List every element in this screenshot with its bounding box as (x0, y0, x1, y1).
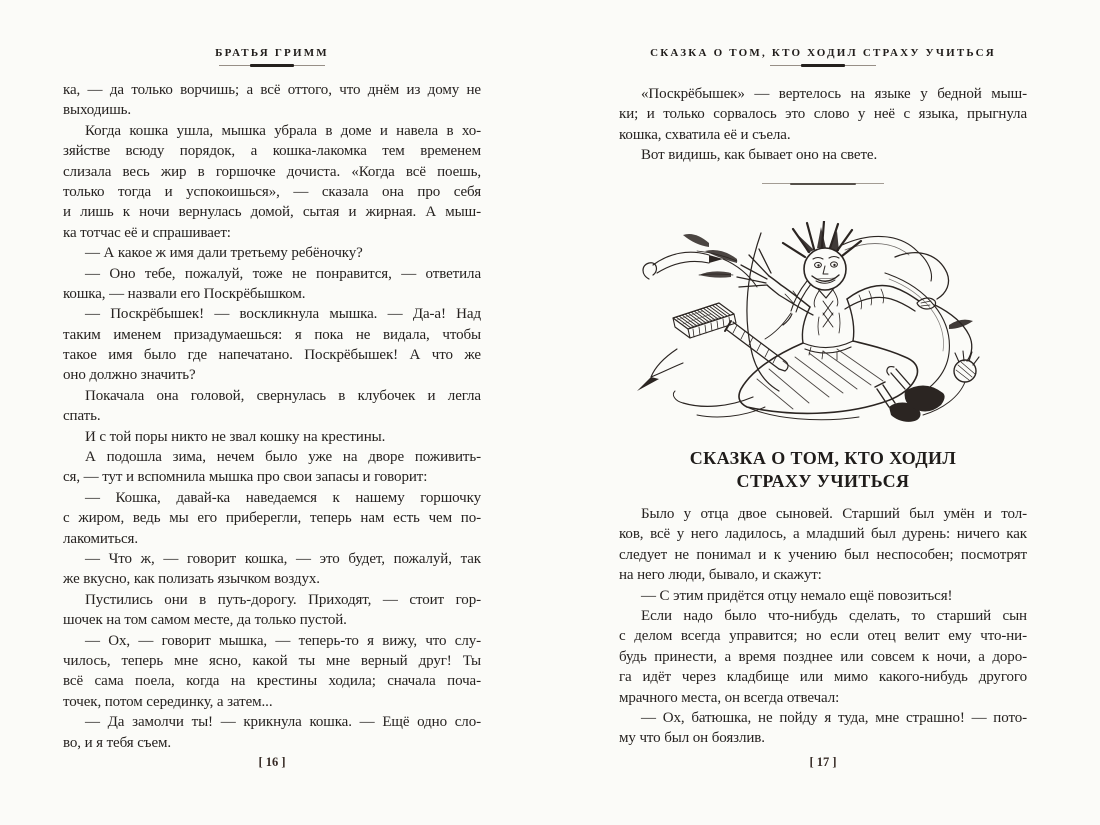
text-line: только тогда и успокоишься», — сказала она про себя (63, 183, 481, 200)
page-number-left: [ 16 ] (258, 755, 286, 769)
text-line: Пустились они в путь-дорогу. Приходят, — стоит гор- (85, 591, 481, 608)
text-line: кошка, схватила её и съела. (619, 126, 791, 143)
running-head-rule-right (770, 64, 876, 67)
text-line: следует не понимал и к учению был неспособен; посмотрят (619, 546, 1027, 563)
text-line: — С этим придётся отцу немало ещё повозиться! (641, 587, 953, 604)
text-line: всё сама поела, когда на крестины ходила; сначала поча- (63, 673, 481, 690)
text-line: ка тотчас её и спрашивает: (63, 224, 231, 241)
text-line: будь принести, а время позднее или совсем к ночи, а доро- (619, 648, 1027, 665)
text-line: ков, всё у него ладилось, а младший был дурень: ничего как (619, 526, 1027, 543)
text-line: «Поскрёбышек» — вертелось на языке у бедной мыш- (641, 86, 1027, 102)
text-line: такое имя было где напечатано. Поскрёбышек! А что же (63, 347, 481, 364)
text-line: И с той поры никто не звал кошку на крестины. (85, 428, 386, 445)
text-line: точек, потом серединку, а затем... (63, 693, 273, 710)
text-line: спать. (63, 408, 101, 425)
text-line: таким именем призадумаешься: я пока не видала, чтобы (63, 326, 481, 343)
text-line: Вот видишь, как бывает оно на свете. (641, 147, 878, 164)
text-line: — Кошка, давай-ка наведаемся к нашему горшочку (85, 489, 481, 506)
text-line: му что был он боязлив. (619, 730, 765, 747)
text-line: и лишь к ночи вернулась домой, сытая и жирная. А мыш- (63, 204, 481, 221)
text-line: — А какое ж имя дали третьему ребёночку? (85, 245, 363, 262)
text-line: Если надо было что-нибудь сделать, то старший сын (641, 607, 1027, 624)
running-head-right: СКАЗКА О ТОМ, КТО ХОДИЛ СТРАХУ УЧИТЬСЯ (650, 47, 996, 59)
text-line: — Оно тебе, пожалуй, тоже не понравится, — ответила (85, 265, 481, 282)
text-line: оно должно значить? (63, 367, 196, 384)
running-head-left: БРАТЬЯ ГРИММ (215, 47, 329, 59)
text-line: Когда кошка ушла, мышка убрала в доме и навела в хо- (85, 122, 481, 139)
chapter-title-line: СТРАХУ УЧИТЬСЯ (736, 470, 910, 491)
chapter-title (619, 447, 1027, 492)
text-line: — Поскрёбышек! — воскликнула мышка. — Да-а! Над (85, 306, 481, 323)
text-line: чилось, теперь мне ясно, какой ты мне верный друг! Ты (63, 652, 481, 669)
text-line: с делом всегда управится; но если отец велит ему что-ни- (619, 628, 1027, 645)
text-line: Покачала она головой, свернулась в клубочек и легла (85, 387, 481, 404)
text-line: — Ох, батюшка, не пойду я туда, мне страшно! — пото- (641, 709, 1027, 726)
text-line: — Что ж, — говорит кошка, — это будет, пожалуй, так (85, 550, 481, 567)
text-line: га идёт через кладбище или мимо какого-нибудь другого (619, 669, 1027, 686)
text-line: во, и я тебя съем. (63, 734, 172, 751)
text-line: ки; и только сорвалось это слово у неё с языка, прыгнула (619, 106, 1027, 123)
right-page-intro-text (619, 84, 1027, 166)
text-line: кошка, — назвали его Поскрёбышком. (63, 285, 306, 302)
text-line: Было у отца двое сыновей. Старший был умён и тол- (641, 506, 1027, 522)
text-line: выходишь. (63, 102, 132, 119)
text-line: — Ох, — говорит мышка, — теперь-то я вижу, что слу- (85, 632, 481, 649)
text-line: шочек на том самом месте, да только пустой. (63, 612, 347, 629)
text-line: зяйстве всюду порядок, а кошка-лакомка тем временем (63, 143, 481, 160)
text-line: на него люди, бывало, и скажут: (619, 567, 822, 584)
page-number-right: [ 17 ] (809, 755, 837, 769)
text-line: А подошла зима, нечем было уже на дворе поживить- (85, 449, 481, 466)
text-line: же вкусно, как полизать язычком воздух. (63, 571, 320, 588)
text-line: с жиром, ведь мы его приберегли, теперь нам есть чем по- (63, 510, 481, 527)
chapter-title-line: СКАЗКА О ТОМ, КТО ХОДИЛ (689, 448, 957, 468)
left-page-text (63, 80, 481, 753)
text-line: — Да замолчи ты! — крикнула кошка. — Ещё одно сло- (85, 714, 481, 731)
text-line: лакомиться. (63, 530, 139, 547)
right-page-body-text (619, 504, 1027, 749)
running-head-rule-left (219, 64, 325, 67)
text-line: мрачного места, он всегда отвечал: (619, 689, 840, 706)
story-illustration (633, 221, 1005, 428)
text-line: слизала весь жир в горшочке дочиста. «Когда всё поешь, (63, 163, 481, 180)
story-end-separator (762, 182, 884, 185)
text-line: ся, — тут и вспомнила мышка про свои запасы и говорит: (63, 469, 428, 486)
text-line: ка, — да только ворчишь; а всё оттого, что днём из дому не (63, 82, 481, 98)
